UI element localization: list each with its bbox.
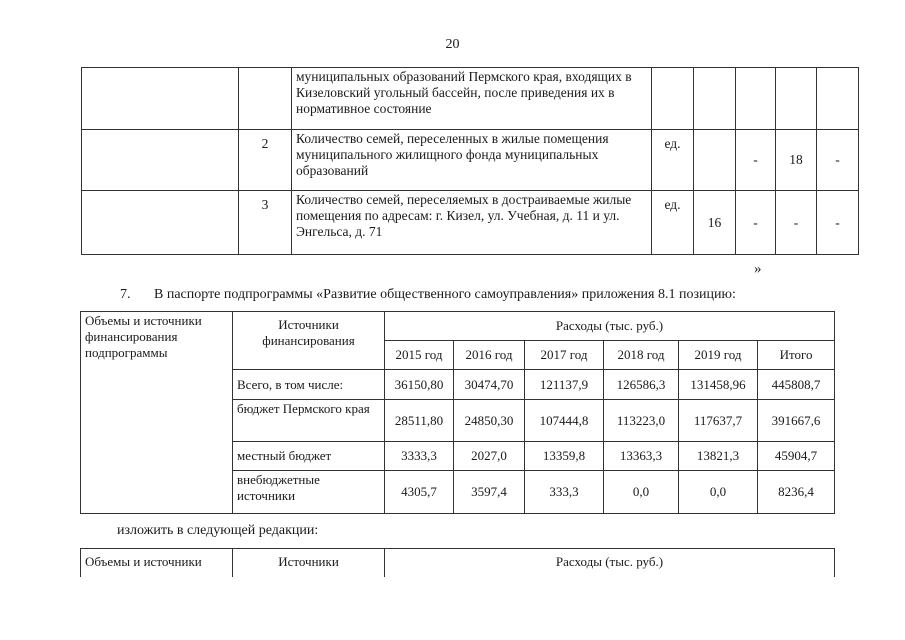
value-cell: 0,0 [679, 471, 758, 514]
paragraph-text: изложить в следующей редакции: [117, 523, 319, 538]
value-cell [694, 68, 736, 130]
value-cell: 2027,0 [454, 442, 525, 471]
table-row [82, 130, 859, 191]
value-cell: 28511,80 [385, 400, 454, 442]
unit-cell: ед. [652, 130, 694, 191]
sources-header: Источники финансирования [233, 312, 385, 370]
value-cell: 3333,3 [385, 442, 454, 471]
value-cell: 107444,8 [525, 400, 604, 442]
closing-quote: » [754, 261, 762, 277]
value-cell: 117637,7 [679, 400, 758, 442]
table-row [82, 68, 859, 130]
value-cell: 126586,3 [604, 370, 679, 400]
value-cell: 121137,9 [525, 370, 604, 400]
year-header: 2018 год [604, 341, 679, 370]
source-name: внебюджетные источники [233, 471, 385, 514]
indicators-table [81, 67, 859, 255]
expenses-header: Расходы (тыс. руб.) [385, 312, 835, 341]
value-cell [776, 68, 817, 130]
source-name: Всего, в том числе: [233, 370, 385, 400]
sources-header: Источники [233, 549, 385, 578]
total-header: Итого [758, 341, 835, 370]
source-name: бюджет Пермского края [233, 400, 385, 442]
indicator-text: Количество семей, переселенных в жилые помещения муниципального жилищного фонда муниципальных образований [292, 130, 652, 191]
value-cell: 13363,3 [604, 442, 679, 471]
unit-cell: ед. [652, 191, 694, 255]
value-cell: 0,0 [604, 471, 679, 514]
row-number [239, 68, 292, 130]
section-label: Объемы и источники [81, 549, 233, 578]
value-cell [817, 68, 859, 130]
value-cell: 4305,7 [385, 471, 454, 514]
value-cell: 333,3 [525, 471, 604, 514]
row-number: 2 [239, 130, 292, 191]
value-cell: 3597,4 [454, 471, 525, 514]
page-number: 20 [445, 37, 460, 52]
unit-cell [652, 68, 694, 130]
value-cell: 8236,4 [758, 471, 835, 514]
table-cell [82, 191, 239, 255]
value-cell: 45904,7 [758, 442, 835, 471]
year-header: 2019 год [679, 341, 758, 370]
source-name: местный бюджет [233, 442, 385, 471]
table-row [82, 191, 859, 255]
indicator-text: муниципальных образований Пермского края, входящих в Кизеловский угольный бассейн, после приведения их в нормативное состояние [292, 68, 652, 130]
value-cell: 391667,6 [758, 400, 835, 442]
financing-table [80, 311, 835, 514]
header-row [81, 312, 835, 341]
value-cell: 131458,96 [679, 370, 758, 400]
header-row [81, 549, 835, 578]
year-header: 2016 год [454, 341, 525, 370]
value-cell: - [817, 130, 859, 191]
financing-table-new [80, 548, 835, 577]
value-cell: 36150,80 [385, 370, 454, 400]
value-cell: 13359,8 [525, 442, 604, 471]
value-cell: - [736, 191, 776, 255]
table-cell [82, 68, 239, 130]
row-number: 3 [239, 191, 292, 255]
value-cell: - [736, 130, 776, 191]
value-cell: 445808,7 [758, 370, 835, 400]
year-header: 2015 год [385, 341, 454, 370]
value-cell: - [776, 191, 817, 255]
value-cell: 113223,0 [604, 400, 679, 442]
value-cell: - [817, 191, 859, 255]
value-cell: 16 [694, 191, 736, 255]
indicator-text: Количество семей, переселяемых в достраиваемые жилые помещения по адресам: г. Кизел, ул. Учебная, д. 11 и ул. Энгельса, д. 71 [292, 191, 652, 255]
value-cell: 18 [776, 130, 817, 191]
paragraph-text: В паспорте подпрограммы «Развитие общественного самоуправления» приложения 8.1 позицию: [154, 287, 736, 302]
year-header: 2017 год [525, 341, 604, 370]
section-label: Объемы и источники финансирования подпрограммы [81, 312, 233, 514]
expenses-header: Расходы (тыс. руб.) [385, 549, 835, 578]
paragraph-number: 7. [120, 287, 131, 302]
table-cell [82, 130, 239, 191]
value-cell [736, 68, 776, 130]
value-cell: 24850,30 [454, 400, 525, 442]
value-cell [694, 130, 736, 191]
value-cell: 13821,3 [679, 442, 758, 471]
value-cell: 30474,70 [454, 370, 525, 400]
